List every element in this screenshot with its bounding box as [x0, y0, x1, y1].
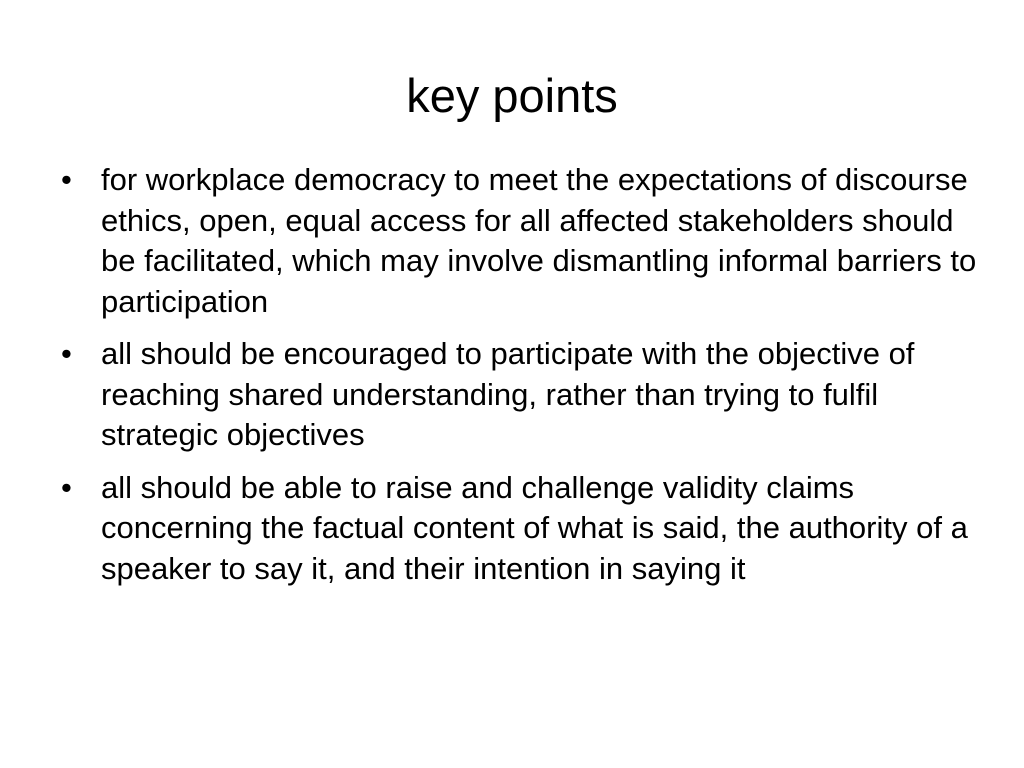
bullet-text: all should be encouraged to participate with the objective of reaching shared understanding, rather than trying to fulfil strategic objectives — [101, 336, 915, 452]
bullet-icon: • — [61, 469, 72, 505]
list-item — [60, 160, 980, 322]
bullet-text: for workplace democracy to meet the expectations of discourse ethics, open, equal access for all affected stakeholders should be facilitated, which may involve dismantling informal barriers to participation — [101, 162, 977, 319]
bullet-text: all should be able to raise and challenge validity claims concerning the factual content of what is said, the authority of a speaker to say it, and their intention in saying it — [101, 469, 968, 586]
list-item — [60, 334, 980, 456]
bullet-icon: • — [61, 336, 72, 371]
bullet-list — [60, 160, 980, 601]
slide-title: key points — [406, 69, 618, 122]
list-item — [60, 468, 980, 590]
bullet-icon: • — [61, 162, 72, 197]
